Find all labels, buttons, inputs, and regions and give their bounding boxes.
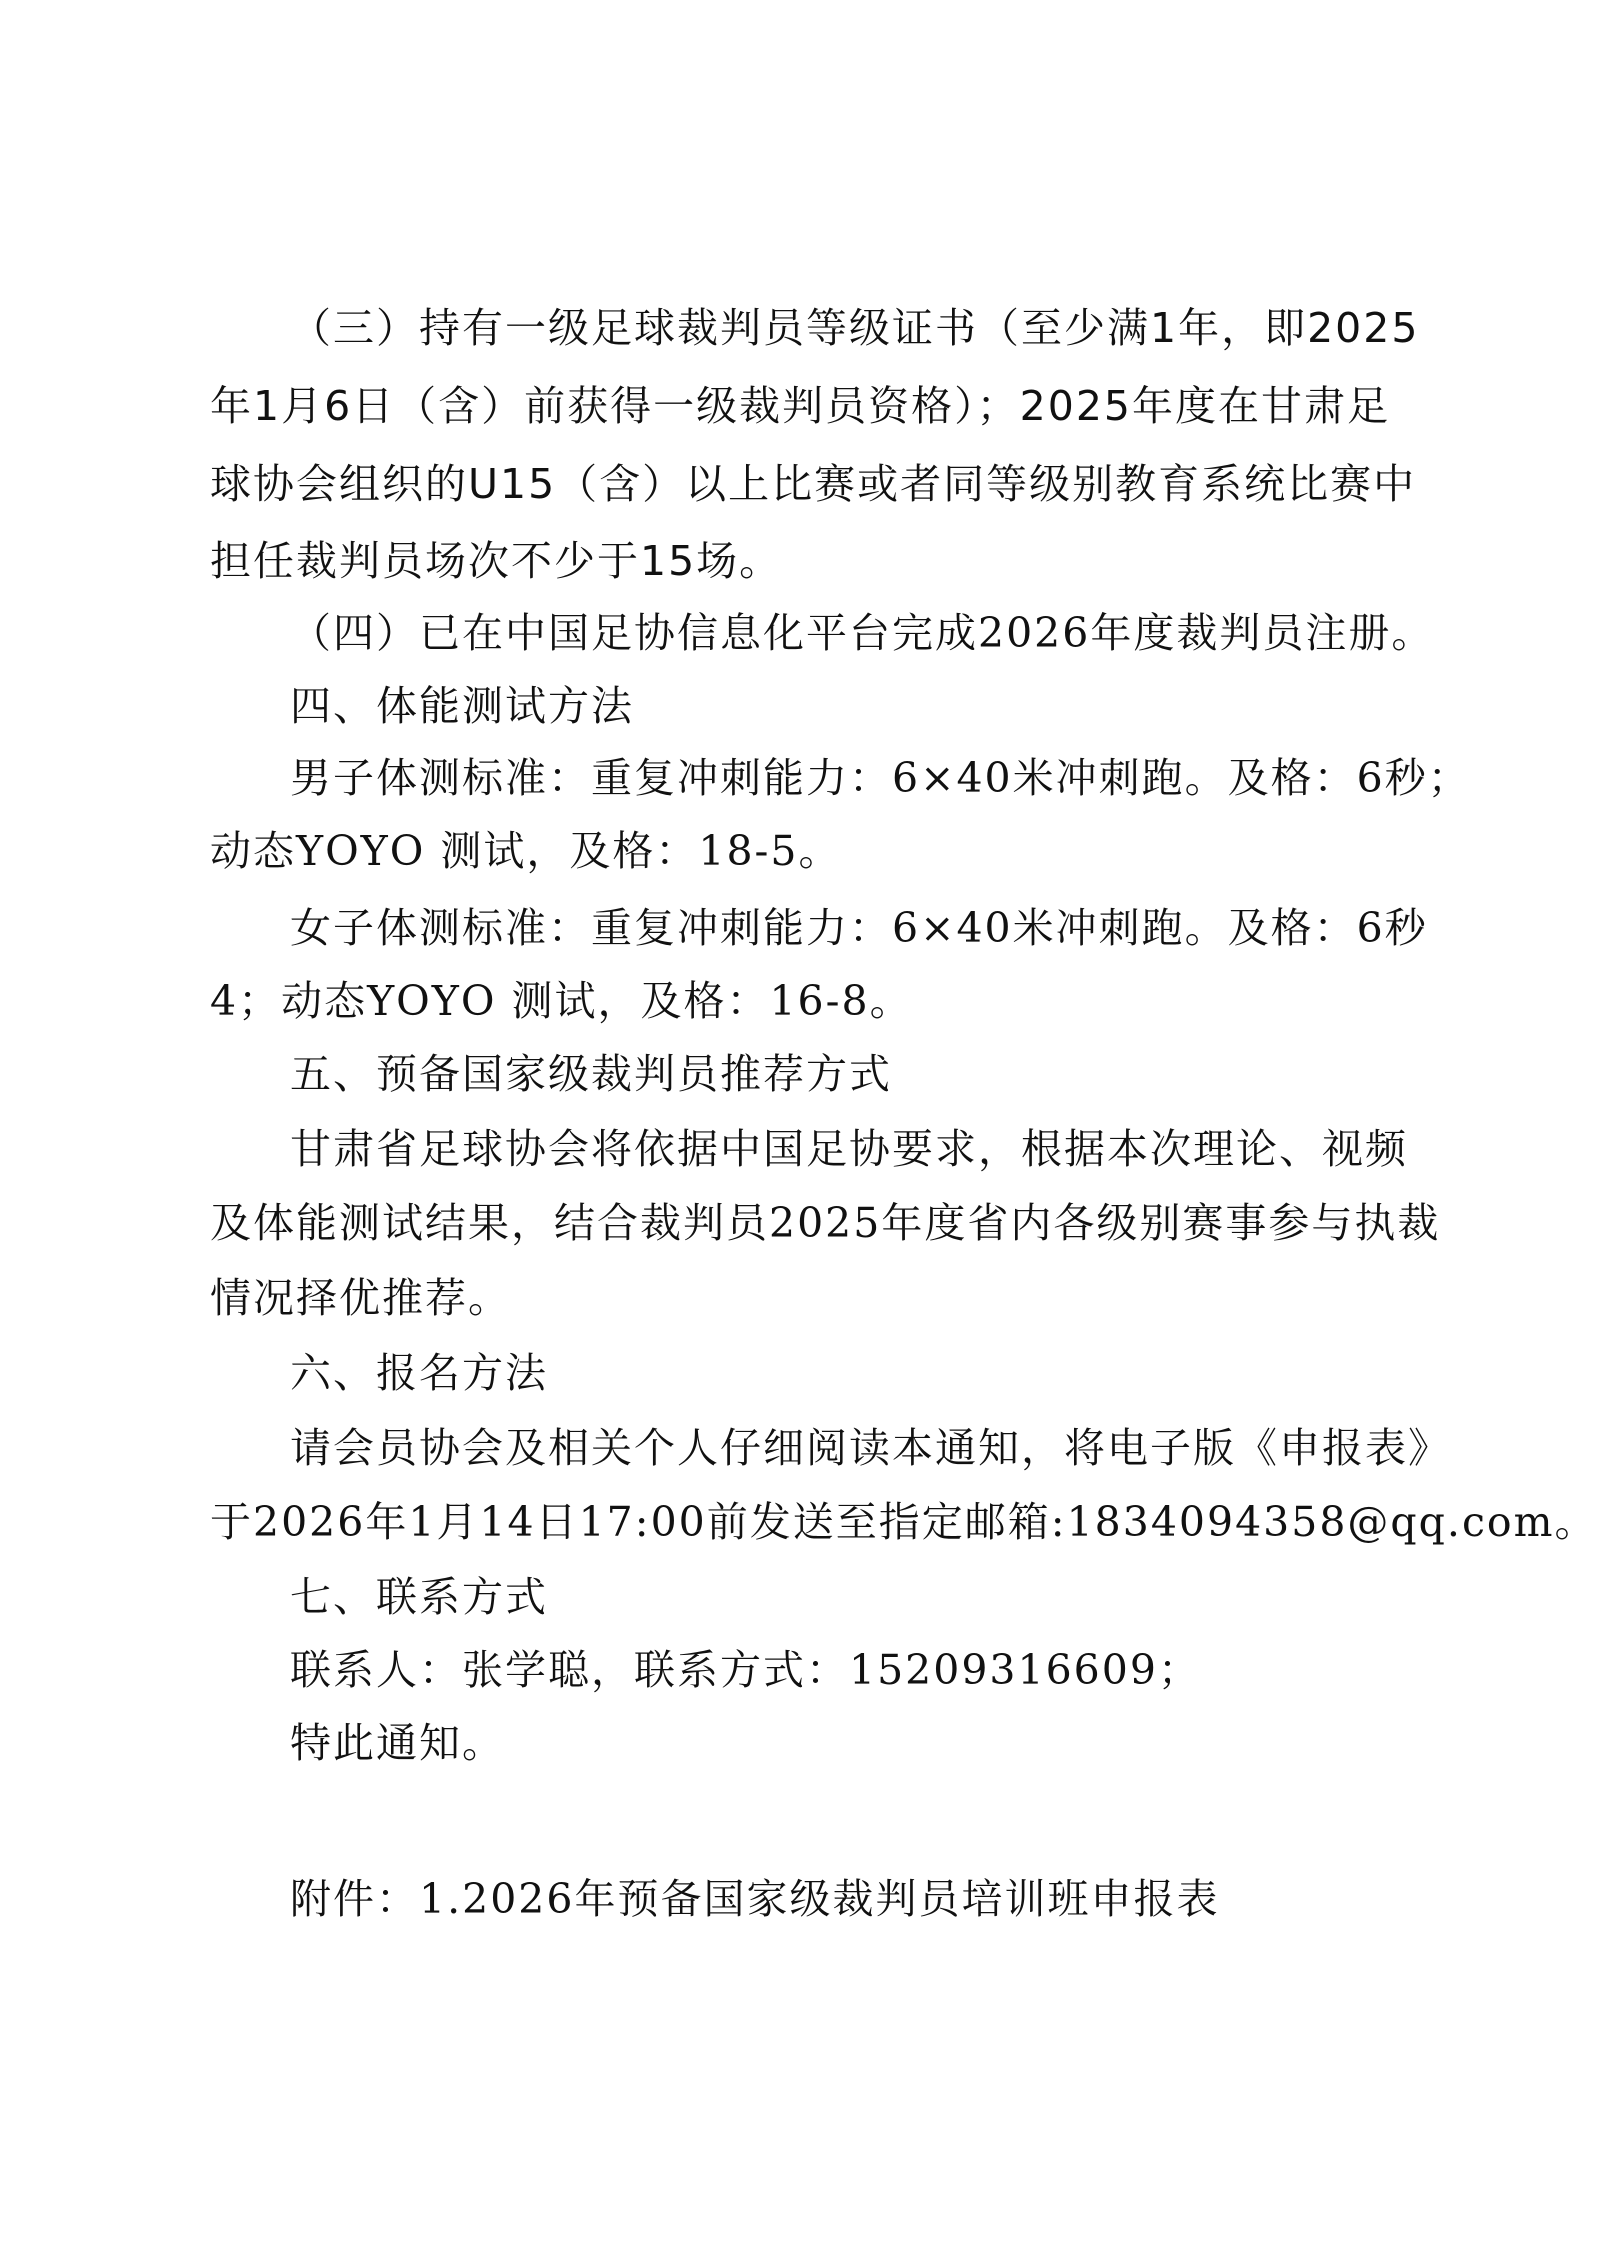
female-fitness-standard-line-1: 女子体测标准：重复冲刺能力：6×40米冲刺跑。及格：6秒 (290, 904, 1428, 952)
recommendation-line-3: 情况择优推荐。 (210, 1274, 511, 1322)
male-fitness-standard-line-2: 动态YOYO 测试，及格：18-5。 (210, 827, 842, 875)
section-6-heading: 六、报名方法 (290, 1349, 548, 1397)
male-fitness-standard-line-1: 男子体测标准：重复冲刺能力：6×40米冲刺跑。及格：6秒； (290, 754, 1471, 802)
requirement-3-line-2: 年1月6日（含）前获得一级裁判员资格）；2025年度在甘肃足 (210, 382, 1391, 430)
registration-line-1: 请会员协会及相关个人仔细阅读本通知，将电子版《申报表》 (290, 1424, 1451, 1472)
contact-line: 联系人：张学聪，联系方式：15209316609； (290, 1646, 1201, 1694)
recommendation-line-2: 及体能测试结果，结合裁判员2025年度省内各级别赛事参与执裁 (210, 1199, 1441, 1247)
recommendation-line-1: 甘肃省足球协会将依据中国足协要求，根据本次理论、视频 (290, 1125, 1408, 1173)
section-4-heading: 四、体能测试方法 (290, 682, 634, 730)
closing-line: 特此通知。 (290, 1719, 505, 1767)
female-fitness-standard-line-2: 4；动态YOYO 测试，及格：16-8。 (210, 977, 913, 1025)
registration-line-2: 于2026年1月14日17:00前发送至指定邮箱:1834094358@qq.com。 (210, 1498, 1597, 1546)
section-7-heading: 七、联系方式 (290, 1573, 548, 1621)
section-5-heading: 五、预备国家级裁判员推荐方式 (290, 1050, 892, 1098)
attachment-line: 附件：1.2026年预备国家级裁判员培训班申报表 (290, 1875, 1220, 1923)
requirement-3-line-3: 球协会组织的U15（含）以上比赛或者同等级别教育系统比赛中 (210, 460, 1417, 508)
requirement-4-line: （四）已在中国足协信息化平台完成2026年度裁判员注册。 (290, 609, 1435, 657)
requirement-3-line-4: 担任裁判员场次不少于15场。 (210, 537, 783, 585)
requirement-3-line-1: （三）持有一级足球裁判员等级证书（至少满1年，即2025 (290, 304, 1420, 352)
